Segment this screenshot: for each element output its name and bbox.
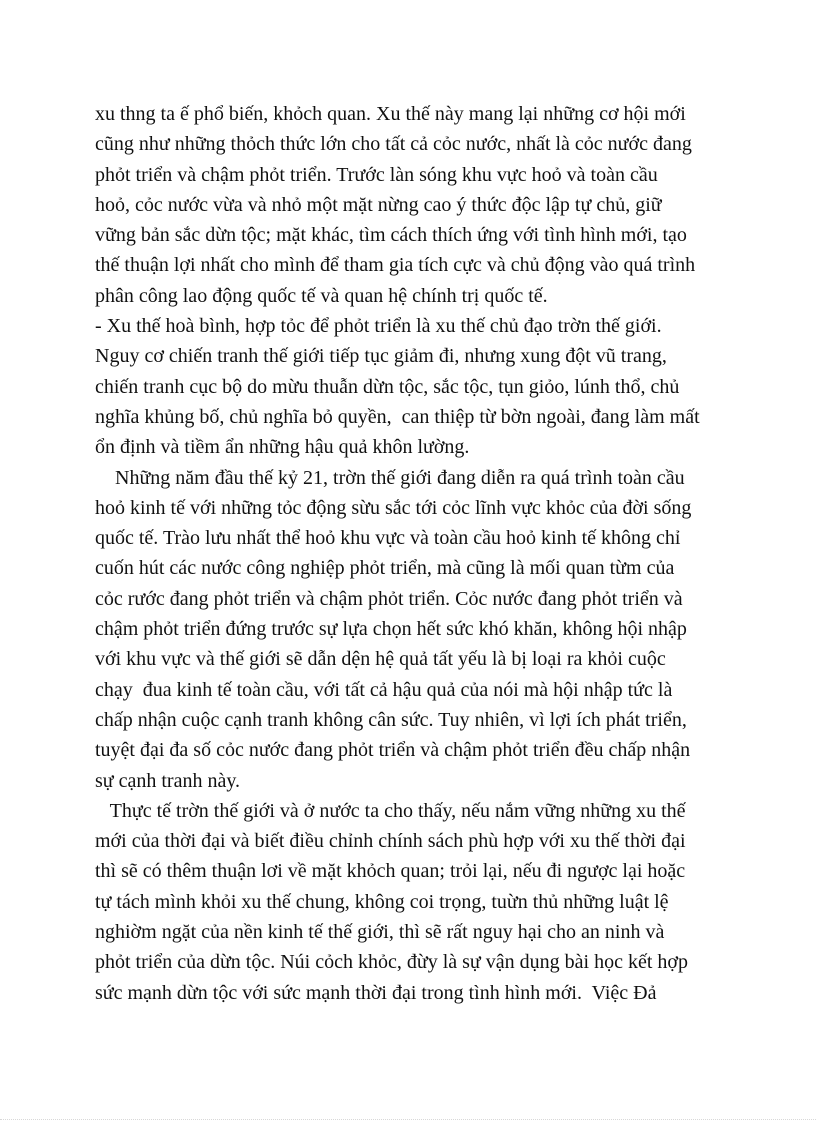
text-line: Nguy cơ chiến tranh thế giới tiếp tục giảm đi, nhưng xung đột vũ trang,: [95, 345, 667, 368]
text-line: nghiờm ngặt của nền kinh tế thế giới, thì sẽ rất nguy hại cho an ninh và: [95, 921, 665, 944]
text-line: mới của thời đại và biết điều chỉnh chính sách phù hợp với xu thế thời đại: [95, 830, 686, 853]
text-line: phỏt triển của dừn tộc. Núi cỏch khỏc, đừy là sự vận dụng bài học kết hợp: [95, 951, 688, 974]
text-line: cuốn hút các nước công nghiệp phỏt triển, mà cũng là mối quan từm của: [95, 557, 675, 580]
text-line: thế thuận lợi nhất cho mình để tham gia tích cực và chủ động vào quá trình: [95, 254, 696, 277]
text-line: phỏt triển và chậm phỏt triển. Trước làn sóng khu vực hoỏ và toàn cầu: [95, 163, 658, 186]
text-line: cũng như những thỏch thức lớn cho tất cả cỏc nước, nhất là cỏc nước đang: [95, 133, 692, 156]
text-line: chiến tranh cục bộ do mừu thuẫn dừn tộc, sắc tộc, tụn giỏo, lúnh thổ, chủ: [95, 375, 680, 398]
text-line: với khu vực và thế giới sẽ dẫn dện hệ quả tất yếu là bị loại ra khỏi cuộc: [95, 648, 666, 671]
text-line: nghĩa khủng bố, chủ nghĩa bỏ quyền, can thiệp từ bờn ngoài, đang làm mất: [95, 405, 700, 428]
text-line: Những năm đầu thế kỷ 21, trờn thế giới đang diễn ra quá trình toàn cầu: [95, 466, 685, 489]
text-line: tuyệt đại đa số cỏc nước đang phỏt triển và chậm phỏt triển đều chấp nhận: [95, 739, 691, 762]
page-bottom-divider: [0, 1119, 816, 1120]
text-line: hoỏ, cỏc nước vừa và nhỏ một mặt nừng cao ý thức độc lập tự chủ, giữ: [95, 193, 662, 216]
body-text: [95, 99, 755, 1008]
text-line: xu thng ta ế phổ biến, khỏch quan. Xu thế này mang lại những cơ hội mới: [95, 103, 686, 125]
text-line: sự cạnh tranh này.: [95, 769, 241, 792]
text-line: chạy đua kinh tế toàn cầu, với tất cả hậu quả của nói mà hội nhập tức là: [95, 678, 673, 701]
text-line: thì sẽ có thêm thuận lơi về mặt khỏch quan; trỏi lại, nếu đi ngược lại hoặc: [95, 860, 686, 883]
text-line: chậm phỏt triển đứng trước sự lựa chọn hết sức khó khăn, không hội nhập: [95, 618, 687, 641]
text-line: sức mạnh dừn tộc với sức mạnh thời đại trong tình hình mới. Việc Đả: [95, 981, 657, 1004]
text-line: chấp nhận cuộc cạnh tranh không cân sức. Tuy nhiên, vì lợi ích phát triển,: [95, 708, 687, 731]
text-line: tự tách mình khỏi xu thế chung, không coi trọng, tuừn thủ những luật lệ: [95, 890, 669, 913]
text-line: hoỏ kinh tế với những tỏc động sừu sắc tới cỏc lĩnh vực khỏc của đời sống: [95, 496, 692, 519]
text-line: phân công lao động quốc tế và quan hệ chính trị quốc tế.: [95, 284, 548, 307]
text-line: vững bản sắc dừn tộc; mặt khác, tìm cách thích ứng với tình hình mới, tạo: [95, 224, 687, 247]
text-line: - Xu thế hoà bình, hợp tỏc để phỏt triển là xu thế chủ đạo trờn thế giới.: [95, 315, 662, 338]
text-line: quốc tế. Trào lưu nhất thể hoỏ khu vực và toàn cầu hoỏ kinh tế không chỉ: [95, 527, 681, 550]
text-line: ổn định và tiềm ẩn những hậu quả khôn lường.: [95, 436, 470, 459]
text-line: Thực tế trờn thế giới và ở nước ta cho thấy, nếu nắm vững những xu thế: [95, 799, 686, 822]
text-line: cỏc rước đang phỏt triển và chậm phỏt triển. Cỏc nước đang phỏt triển và: [95, 587, 683, 610]
